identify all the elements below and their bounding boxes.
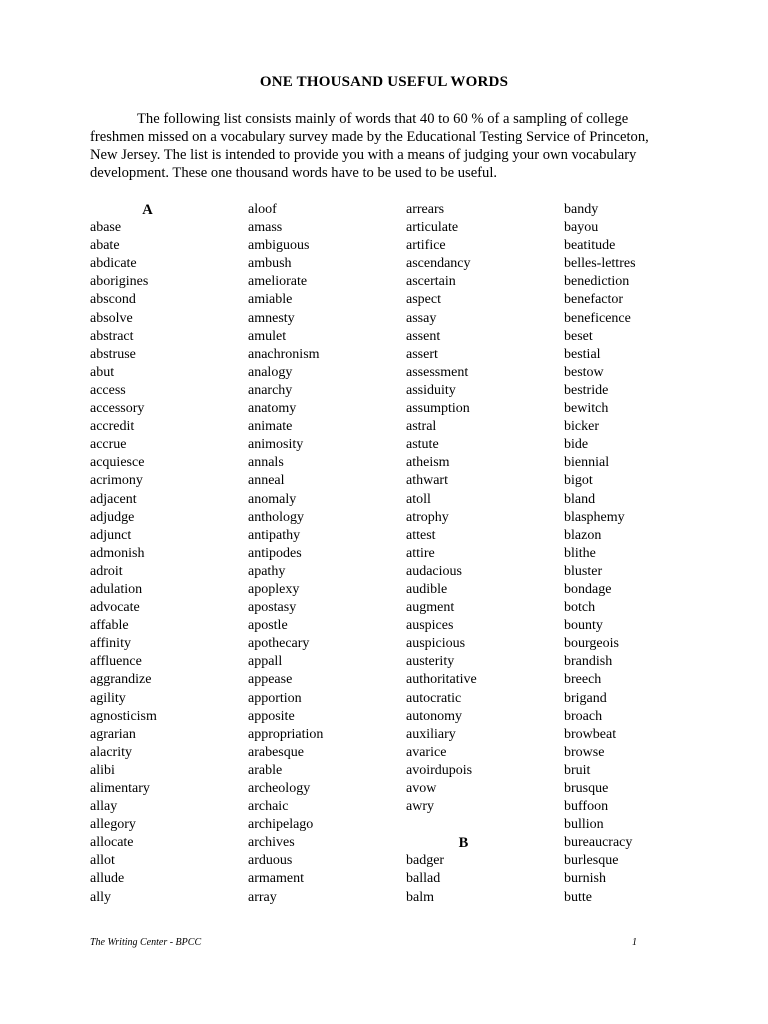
word-item: ascendancy	[406, 256, 471, 272]
word-item: attire	[406, 545, 435, 561]
section-letter-heading: B	[458, 835, 469, 852]
word-item: badger	[406, 853, 445, 869]
word-item: annals	[248, 455, 284, 471]
word-item: acrimony	[90, 473, 143, 489]
word-item: buffoon	[564, 799, 609, 815]
word-item: abdicate	[90, 256, 137, 272]
word-item: appease	[248, 672, 293, 688]
word-item: bullion	[564, 817, 604, 833]
word-item: abstract	[90, 328, 134, 344]
word-item: authoritative	[406, 672, 477, 688]
word-item: austerity	[406, 654, 455, 670]
word-item: archeology	[248, 781, 311, 796]
word-item: beneficence	[564, 310, 631, 326]
word-item: beset	[564, 328, 593, 344]
word-item: amass	[248, 220, 283, 236]
word-item: bland	[564, 491, 596, 507]
word-item: apathy	[248, 563, 286, 579]
word-item: avarice	[406, 744, 447, 760]
word-item: beatitude	[564, 238, 616, 254]
word-item: bigot	[564, 473, 593, 489]
word-item: bruit	[564, 762, 591, 778]
word-column-1	[90, 201, 210, 907]
word-item: butte	[564, 889, 592, 905]
word-item: burlesque	[564, 853, 619, 869]
word-item: benefactor	[564, 292, 624, 308]
word-item: abut	[90, 364, 115, 380]
word-item: assert	[406, 346, 438, 362]
word-item: bide	[564, 437, 589, 453]
word-item: adroit	[90, 563, 123, 579]
word-list	[90, 201, 690, 911]
word-item: ameliorate	[248, 274, 308, 290]
word-item: agnosticism	[90, 708, 157, 724]
intro-paragraph: The following list consists mainly of words that 40 to 60 % of a sampling of college freshmen missed on a vocabulary survey made by the Educational Testing Service of Princeton, New Jersey. The list is intended to provide you with a means of judging your own vocabulary development. These one thousand words have to be used to be useful.	[90, 111, 649, 181]
word-item: browse	[564, 744, 605, 760]
word-item: allegory	[90, 817, 136, 833]
word-item: abscond	[90, 292, 136, 308]
word-item: astral	[406, 419, 437, 435]
word-item: affable	[90, 618, 129, 634]
word-item: appall	[248, 654, 283, 670]
footer-source: The Writing Center - BPCC	[90, 937, 202, 948]
word-item: array	[248, 889, 277, 905]
word-item: acquiesce	[90, 455, 145, 471]
word-item: anachronism	[248, 346, 320, 362]
word-item: apostasy	[248, 600, 297, 616]
word-item: anomaly	[248, 491, 297, 507]
word-item: aggrandize	[90, 672, 152, 688]
word-item: apposite	[248, 708, 295, 724]
word-item: anatomy	[248, 401, 297, 417]
word-item: antipathy	[248, 527, 301, 543]
word-item: astute	[406, 437, 439, 453]
word-item: arable	[248, 762, 283, 778]
word-item: alibi	[90, 762, 115, 778]
word-item: analogy	[248, 364, 293, 380]
word-item: ballad	[406, 871, 441, 887]
word-item: articulate	[406, 220, 459, 236]
word-item: brandish	[564, 654, 613, 670]
word-item: avow	[406, 781, 437, 796]
word-item: admonish	[90, 545, 145, 561]
word-item: affinity	[90, 636, 131, 652]
word-item: burnish	[564, 871, 606, 887]
word-column-3	[406, 201, 526, 907]
word-item: bewitch	[564, 401, 609, 417]
word-item: bourgeois	[564, 636, 619, 652]
word-item: arrears	[406, 202, 445, 217]
word-item: aborigines	[90, 274, 149, 290]
word-item: balm	[406, 889, 434, 905]
word-item: ambiguous	[248, 238, 310, 254]
word-item: broach	[564, 708, 603, 724]
word-item: anthology	[248, 509, 304, 525]
word-item: adulation	[90, 581, 143, 597]
word-item: atoll	[406, 491, 431, 507]
word-item: atheism	[406, 455, 450, 471]
word-item: ally	[90, 889, 111, 905]
word-item: assay	[406, 310, 437, 326]
word-item: assiduity	[406, 382, 456, 398]
word-item: browbeat	[564, 726, 617, 742]
word-item: antipodes	[248, 545, 302, 561]
word-item: autocratic	[406, 690, 462, 706]
section-letter-heading: A	[142, 202, 153, 218]
page-title: ONE THOUSAND USEFUL WORDS	[259, 74, 509, 90]
word-item: bondage	[564, 581, 612, 597]
word-item: adjacent	[90, 491, 137, 507]
word-item: brusque	[564, 781, 609, 796]
word-item: arduous	[248, 853, 293, 869]
word-column-2	[248, 201, 388, 907]
word-item: assumption	[406, 401, 470, 417]
word-item: alacrity	[90, 744, 132, 760]
word-item: artifice	[406, 238, 446, 254]
word-item: animosity	[248, 437, 304, 453]
word-item: bicker	[564, 419, 599, 435]
word-item: attest	[406, 527, 436, 543]
word-item: abate	[90, 238, 120, 254]
word-item: assent	[406, 328, 441, 344]
word-item: auspicious	[406, 636, 466, 652]
word-item: amnesty	[248, 310, 295, 326]
word-item: ascertain	[406, 274, 456, 290]
word-item: armament	[248, 871, 304, 887]
word-item: bandy	[564, 202, 599, 217]
word-item: animate	[248, 419, 293, 435]
word-item: ambush	[248, 256, 292, 272]
word-item: brigand	[564, 690, 607, 706]
word-item: allot	[90, 853, 115, 869]
word-item: blazon	[564, 527, 602, 543]
word-item: assessment	[406, 364, 469, 380]
word-item: awry	[406, 799, 434, 815]
word-item: accredit	[90, 419, 135, 435]
word-item: aspect	[406, 292, 441, 308]
word-item: allude	[90, 871, 125, 887]
word-item: auxiliary	[406, 726, 456, 742]
word-item: audacious	[406, 563, 462, 579]
blank-row	[406, 816, 526, 834]
word-item: archaic	[248, 799, 289, 815]
word-item: alimentary	[90, 781, 150, 796]
word-item: bayou	[564, 220, 599, 236]
word-item: apothecary	[248, 636, 310, 652]
word-item: bluster	[564, 563, 603, 579]
word-item: bounty	[564, 618, 603, 634]
word-item: accrue	[90, 437, 127, 453]
word-item: bestow	[564, 364, 604, 380]
word-item: audible	[406, 581, 448, 597]
word-item: blasphemy	[564, 509, 625, 525]
word-column-4	[564, 201, 690, 907]
word-item: augment	[406, 600, 455, 616]
word-item: auspices	[406, 618, 454, 634]
word-item: breech	[564, 672, 602, 688]
word-item: apoplexy	[248, 581, 300, 597]
word-item: blithe	[564, 545, 596, 561]
word-item: apportion	[248, 690, 302, 706]
word-item: access	[90, 382, 126, 398]
word-item: aloof	[248, 202, 277, 217]
word-item: accessory	[90, 401, 145, 417]
word-item: atrophy	[406, 509, 449, 525]
word-item: anarchy	[248, 382, 293, 398]
word-item: adjunct	[90, 527, 132, 543]
word-item: affluence	[90, 654, 142, 670]
word-item: allay	[90, 799, 118, 815]
word-item: bestride	[564, 382, 609, 398]
word-item: anneal	[248, 473, 285, 489]
word-item: bureaucracy	[564, 835, 633, 851]
word-item: absolve	[90, 310, 133, 326]
word-item: apostle	[248, 618, 288, 634]
word-item: abstruse	[90, 346, 136, 362]
word-item: amulet	[248, 328, 287, 344]
word-item: advocate	[90, 600, 140, 616]
word-item: adjudge	[90, 509, 135, 525]
word-item: archives	[248, 835, 295, 851]
word-item: agility	[90, 690, 126, 706]
word-item: archipelago	[248, 817, 314, 833]
word-item: bestial	[564, 346, 601, 362]
word-item: avoirdupois	[406, 762, 473, 778]
word-item: arabesque	[248, 744, 304, 760]
word-item: biennial	[564, 455, 610, 471]
word-item: allocate	[90, 835, 134, 851]
word-item: agrarian	[90, 726, 136, 742]
word-item: abase	[90, 220, 122, 236]
word-item: amiable	[248, 292, 293, 308]
word-item: botch	[564, 600, 596, 616]
word-item: appropriation	[248, 726, 324, 742]
word-item: autonomy	[406, 708, 462, 724]
word-item: belles-lettres	[564, 256, 636, 272]
word-item: athwart	[406, 473, 448, 489]
page-number: 1	[632, 937, 637, 948]
word-item: benediction	[564, 274, 630, 290]
